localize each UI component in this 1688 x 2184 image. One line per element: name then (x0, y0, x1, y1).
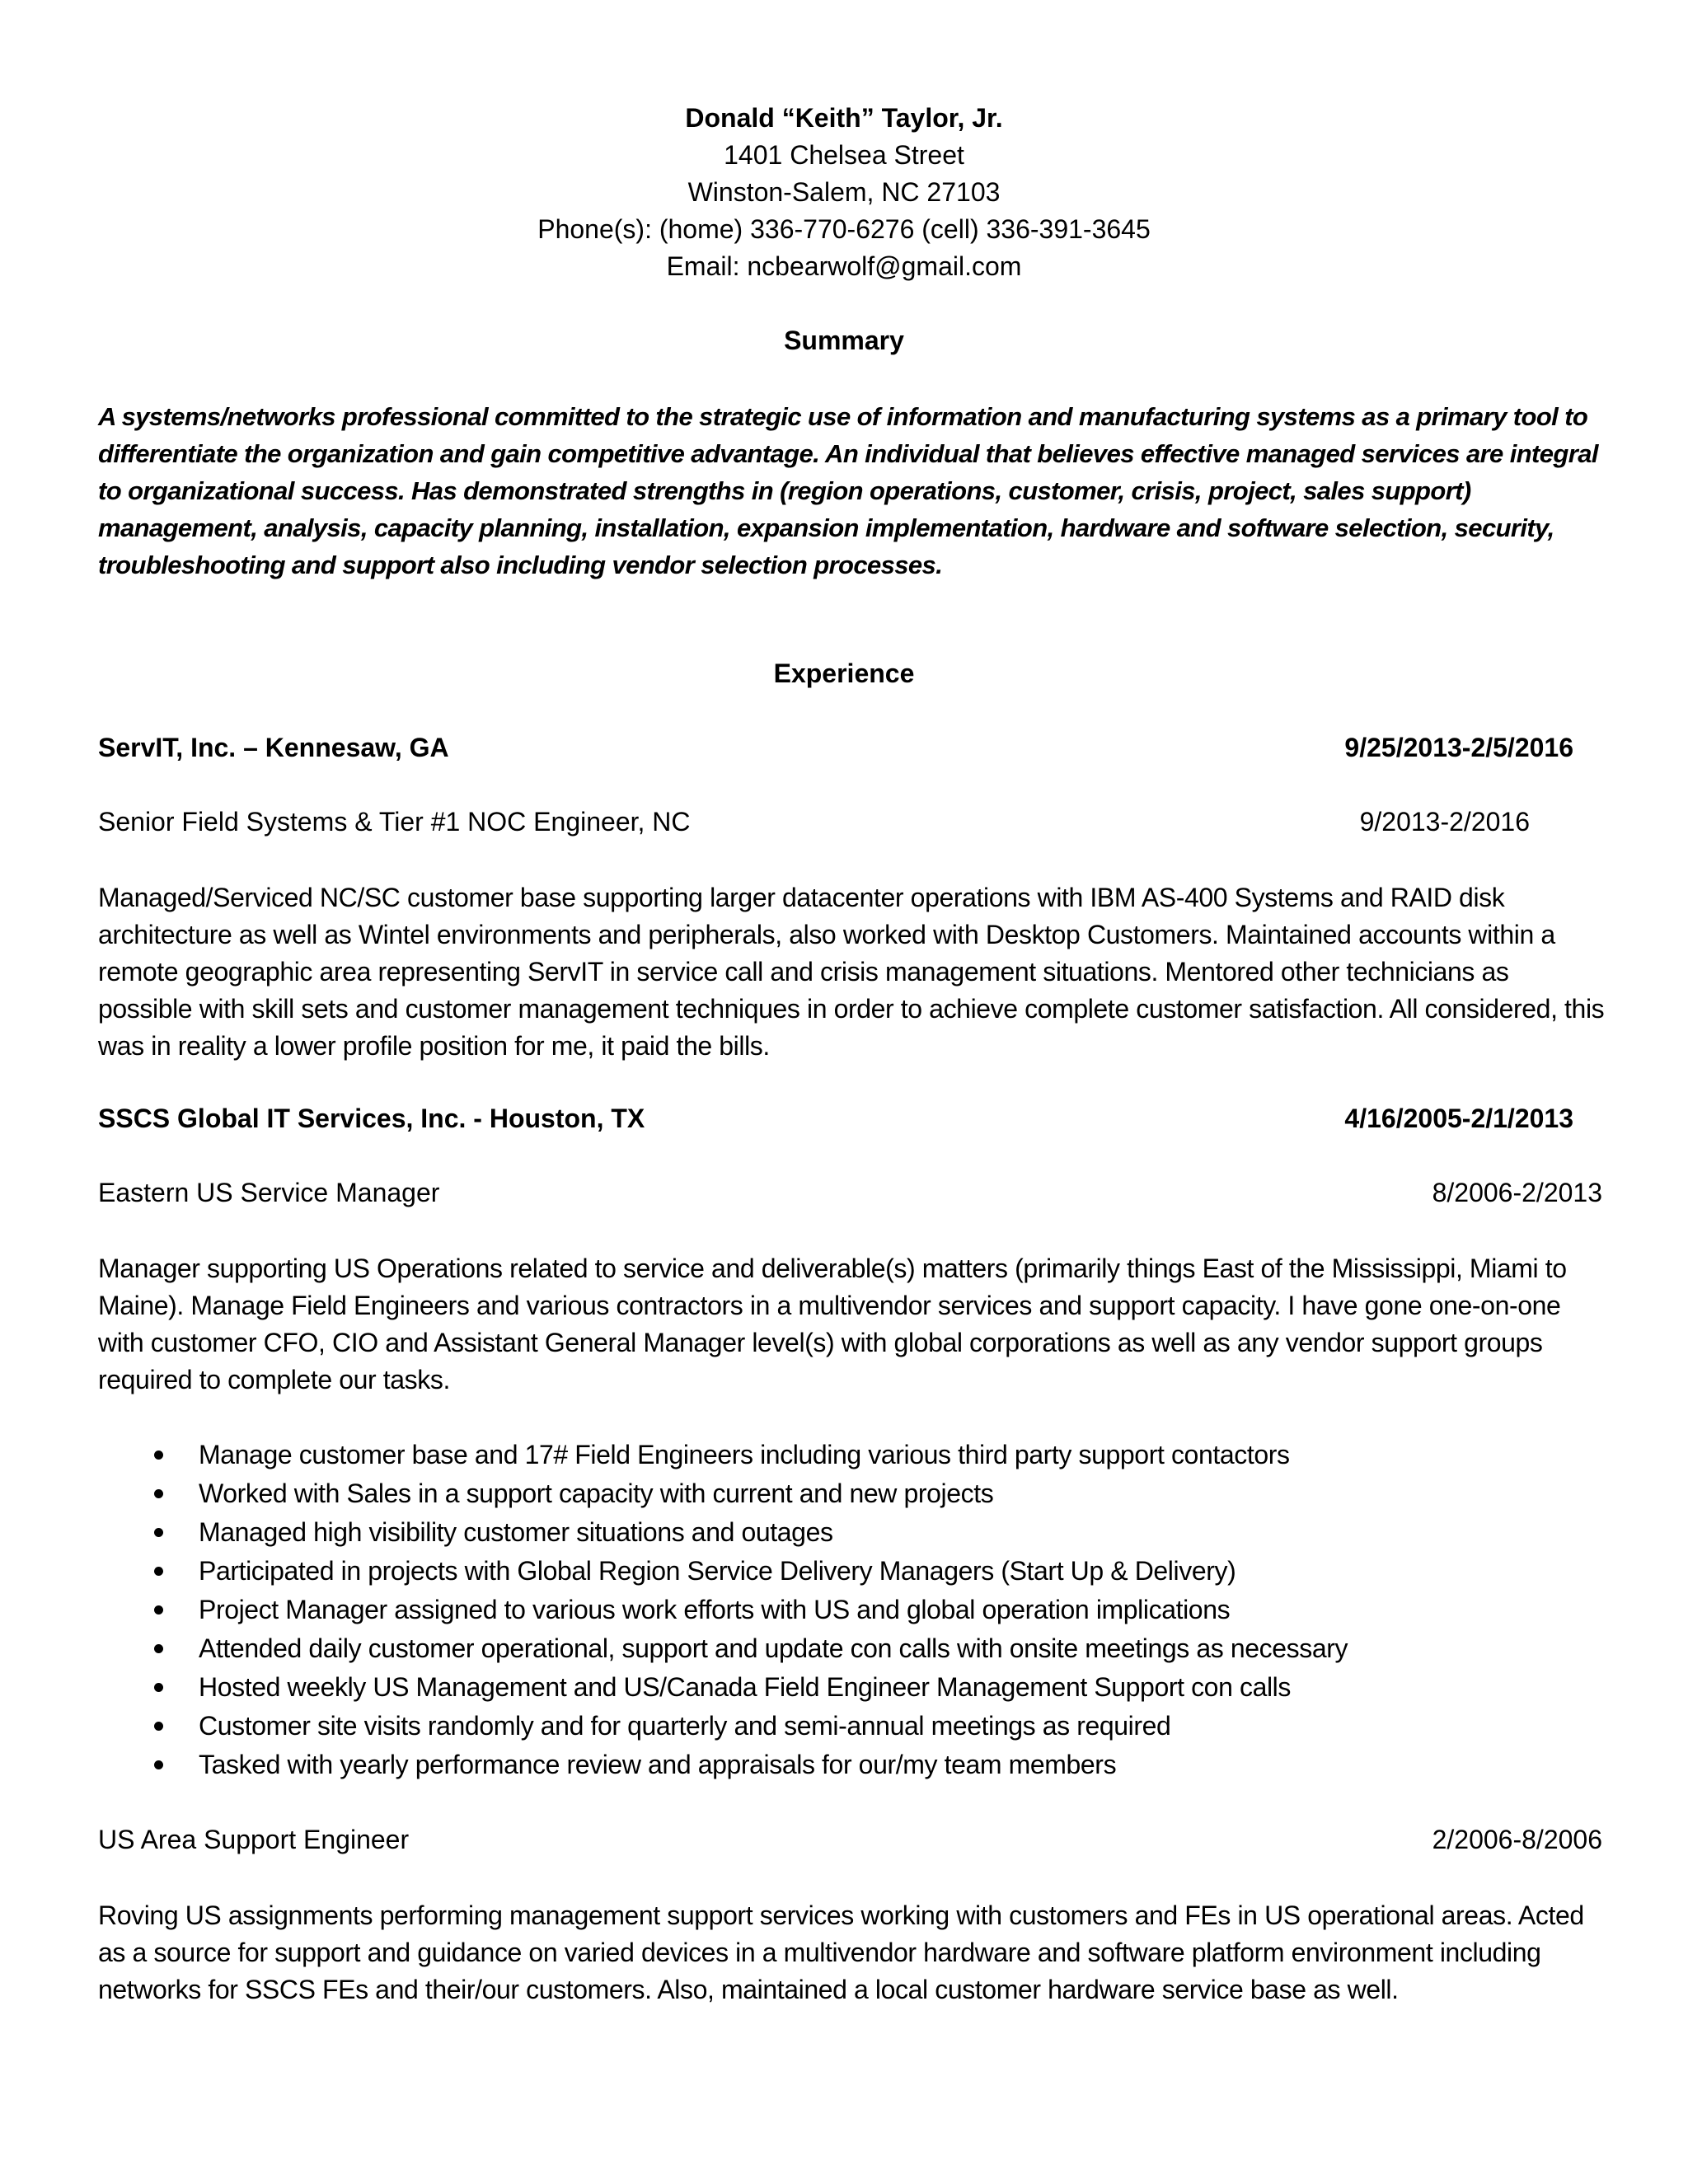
list-item: Participated in projects with Global Region Service Delivery Managers (Start Up & Delivery) (98, 1552, 1606, 1591)
list-item: Tasked with yearly performance review and appraisals for our/my team members (98, 1746, 1606, 1784)
role-description: Managed/Serviced NC/SC customer base supporting larger datacenter operations with IBM AS-400 Systems and RAID disk architecture as well as Wintel environments and peripherals, also worked with Desktop Customers. Maintained accounts within a remote geographic area representing ServIT in service call and crisis management situations. Mentored other technicians as possible with skill sets and customer management techniques in order to achieve complete customer satisfaction. All considered, this was in reality a lower profile position for me, it paid the bills. (98, 883, 1605, 1061)
street-address: 1401 Chelsea Street (724, 140, 964, 170)
role-title: US Area Support Engineer (98, 1825, 410, 1854)
role-dates: 2/2006-8/2006 (1432, 1825, 1602, 1854)
list-item: Hosted weekly US Management and US/Canada Field Engineer Management Support con calls (98, 1668, 1606, 1707)
list-item: Worked with Sales in a support capacity with current and new projects (98, 1474, 1606, 1513)
bullet-icon (154, 1760, 163, 1769)
bullet-icon (154, 1605, 163, 1615)
bullet-icon (154, 1683, 163, 1692)
summary-text: A systems/networks professional committed to the strategic use of information and manufacturing systems as a primary tool to differentiate the organization and gain competitive advantage. An individual that believes effective managed services are integral to organizational success. Has demonstrated strengths in (region operations, customer, crisis, project, sales support) management, analysis, capacity planning, installation, expansion implementation, hardware and software selection, security, troubleshooting and support also including vendor selection processes. (98, 402, 1598, 579)
role-dates: 8/2006-2/2013 (1432, 1178, 1602, 1207)
employment-dates: 4/16/2005-2/1/2013 (1344, 1104, 1573, 1133)
bullet-icon (154, 1567, 163, 1576)
email-address: Email: ncbearwolf@gmail.com (666, 251, 1022, 281)
phone-numbers: Phone(s): (home) 336-770-6276 (cell) 336-391-3645 (537, 214, 1151, 244)
city-state-zip: Winston-Salem, NC 27103 (687, 177, 1001, 207)
bullet-icon (154, 1644, 163, 1653)
list-item: Customer site visits randomly and for quarterly and semi-annual meetings as required (98, 1707, 1606, 1746)
responsibilities-list (98, 1436, 1606, 1784)
experience-heading: Experience (773, 658, 915, 688)
candidate-name: Donald “Keith” Taylor, Jr. (685, 103, 1003, 133)
bullet-icon (154, 1722, 163, 1731)
company-name: SSCS Global IT Services, Inc. - Houston, TX (98, 1104, 645, 1133)
contact-header (0, 99, 1688, 285)
company-name: ServIT, Inc. – Kennesaw, GA (98, 733, 449, 762)
role-title: Senior Field Systems & Tier #1 NOC Engineer, NC (98, 807, 691, 837)
bullet-icon (154, 1528, 163, 1537)
role-description: Manager supporting US Operations related to service and deliverable(s) matters (primarily things East of the Mississippi, Miami to Maine). Manage Field Engineers and various contractors in a multivendor services and support capacity. I have gone one-on-one with customer CFO, CIO and Assistant General Manager level(s) with global corporations as well as any vendor support groups required to complete our tasks. (98, 1254, 1567, 1394)
list-item: Attended daily customer operational, support and update con calls with onsite meetings as necessary (98, 1629, 1606, 1668)
role-title: Eastern US Service Manager (98, 1178, 440, 1207)
summary-heading: Summary (784, 326, 904, 355)
role-description: Roving US assignments performing management support services working with customers and FEs in US operational areas. Acted as a source for support and guidance on varied devices in a multivendor hardware and software platform environment including networks for SSCS FEs and their/our customers. Also, maintained a local customer hardware service base as well. (98, 1900, 1584, 2004)
bullet-icon (154, 1451, 163, 1460)
bullet-icon (154, 1489, 163, 1498)
employment-dates: 9/25/2013-2/5/2016 (1344, 733, 1573, 762)
list-item: Managed high visibility customer situations and outages (98, 1513, 1606, 1552)
list-item: Project Manager assigned to various work efforts with US and global operation implications (98, 1591, 1606, 1629)
list-item: Manage customer base and 17# Field Engineers including various third party support contactors (98, 1436, 1606, 1474)
role-dates: 9/2013-2/2016 (1359, 807, 1530, 837)
